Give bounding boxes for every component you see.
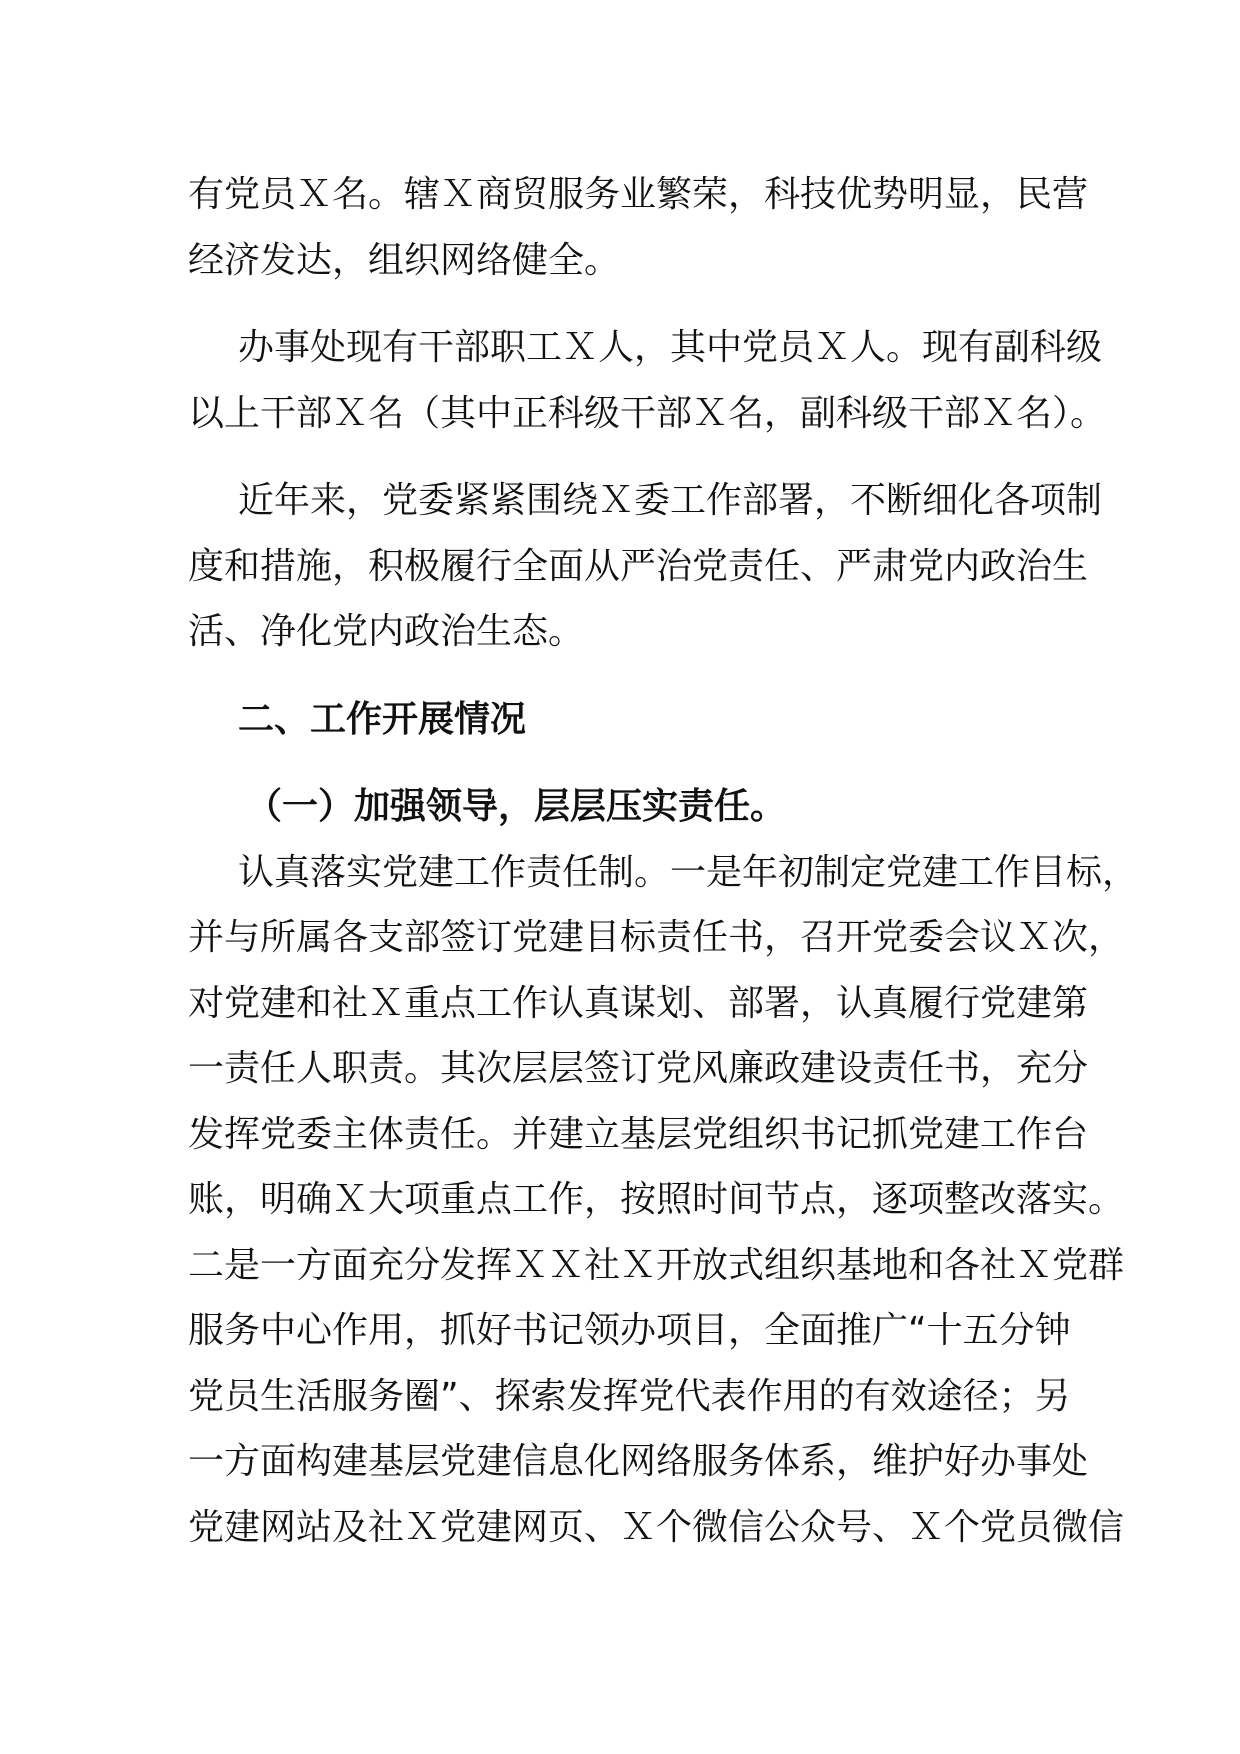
text-line: 经济发达，组织网络健全。: [188, 239, 621, 281]
text-line: 账，明确Ｘ大项重点工作，按照时间节点，逐项整改落实。: [188, 1179, 1125, 1220]
text-line: 一方面构建基层党建信息化网络服务体系，维护好办事处: [188, 1441, 1089, 1482]
paragraph-recent-years: [188, 468, 1103, 665]
text-line: 并与所属各支部签订党建目标责任书，召开党委会议Ｘ次，: [188, 917, 1125, 958]
sub-heading: （一）加强领导，层层压实责任。: [246, 786, 787, 827]
section-heading: 二、工作开展情况: [238, 698, 527, 740]
text-line: 度和措施，积极履行全面从严治党责任、严肃党内政治生: [188, 545, 1089, 587]
paragraph-responsibility: [188, 840, 1139, 1561]
text-line: 活、净化党内政治生态。: [188, 611, 585, 652]
text-line: 认真落实党建工作责任制。一是年初制定党建工作目标，: [238, 851, 1139, 893]
paragraph-staff: [188, 315, 1107, 446]
text-line: 对党建和社Ｘ重点工作认真谋划、部署，认真履行党建第: [188, 982, 1089, 1024]
paragraph-party-members: [188, 162, 1089, 293]
text-line: 以上干部Ｘ名（其中正科级干部Ｘ名，副科级干部Ｘ名）。: [188, 392, 1107, 434]
text-line: 办事处现有干部职工Ｘ人，其中党员Ｘ人。现有副科级: [238, 327, 1103, 368]
text-line: 党建网站及社Ｘ党建网页、Ｘ个微信公众号、Ｘ个党员微信: [188, 1506, 1125, 1548]
text-line: 二是一方面充分发挥ＸＸ社Ｘ开放式组织基地和各社Ｘ党群: [188, 1244, 1125, 1286]
text-line: 一责任人职责。其次层层签订党风廉政建设责任书，充分: [188, 1048, 1089, 1089]
text-line: 服务中心作用，抓好书记领办项目，全面推广“十五分钟: [188, 1310, 1071, 1351]
document-body: [188, 162, 1139, 1560]
text-line: 党员生活服务圈”、探索发挥党代表作用的有效途径；另: [188, 1375, 1071, 1417]
text-line: 近年来，党委紧紧围绕Ｘ委工作部署，不断细化各项制: [238, 480, 1103, 521]
text-line: 发挥党委主体责任。并建立基层党组织书记抓党建工作台: [188, 1113, 1089, 1155]
text-line: 有党员Ｘ名。辖Ｘ商贸服务业繁荣，科技优势明显，民营: [188, 174, 1089, 215]
